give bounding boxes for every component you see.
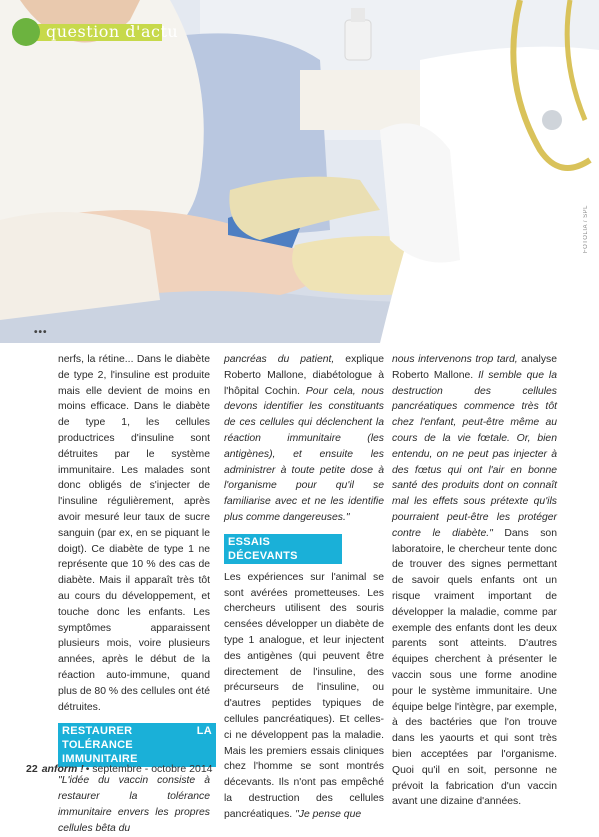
col2-quote-a: pancréas du patient, [224,354,335,365]
issue-date: • septembre - octobre 2014 [85,763,213,775]
col3-text-a: analyse Roberto Mallone. [392,354,557,381]
col3-quote-a: nous intervenons trop tard, [392,354,518,365]
col2-paragraph-2 [224,570,384,823]
col3-paragraph-1 [392,352,557,810]
col2-paragraph-1 [224,352,384,526]
col2-text-b: Les expériences sur l'animal se sont avérées prometteuses. Les chercheurs utilisent des souris censées développer un diabète de type 1 analogue, et leur injectent des antigènes (qui peuvent être directement de l'insuline, des précurseurs de l'insuline, ou d'autres peptides typiques de cellules pancréatiques). Et celles-ci ne développent pas la maladie. Mais les premiers essais cliniques chez l'homme se sont montrés décevants. Ils n'ont pas empêché la destruction des cellules pancréatiques. [224,571,384,820]
photo-credit: FOTOLIA / SPL [583,205,589,254]
subhead-restaurer: RESTAURER LA TOLÉRANCE IMMUNITAIRE [58,723,216,767]
article-column-2 [224,352,384,823]
col1-paragraph-1: nerfs, la rétine... Dans le diabète de type 2, l'insuline est produite mais elle devient de moins en moins efficace. Dans le diabète de type 1, les cellules productrices d'insuline sont détruites par le système immunitaire. Les malades sont donc obligés de s'injecter de l'insuline régulièrement, après avoir mesuré leur taux de sucre sanguin (par ex, en se piquant le doigt). Ce diabète de type 1 ne représente que 10 % des cas de diabète. Mais il apparaît très tôt au cours du développement, et touche donc les enfants. Les symptômes apparaissent plusieurs mois, voire plusieurs années, après le début de la réaction auto-immune, quand plus de 80 % des cellules ont été détruites. [58,354,210,713]
article-column-3 [392,352,557,810]
col3-text-b: Dans son laboratoire, le chercheur tente donc de trouver des signes permettant de savoir quels enfants ont un risque vraiment important de développer la maladie, comme par exemple des enfants dont les deux parents sont atteints. D'autres équipes cherchent à présenter le vaccin sous une forme anodine pour le système immunitaire. Une équipe belge l'intègre, par exemple, à des bactéries que l'on trouve dans les yaourts et qui sont très bien acceptées par l'organisme. Quoi qu'il en soit, personne ne prévoit la fabrication d'un vaccin avant une dizaine d'années. [392,527,557,808]
continuation-dots: ••• [34,327,48,338]
section-tag-circle [12,18,40,46]
col2-quote-c: "Je pense que [295,808,362,820]
page-number: 22 [26,763,38,775]
col3-quote-b: Il semble que la destruction des cellules pancréatiques commence très tôt chez l'enfant, peut-être même au cours de la vie fœtale. Or, bien entendu, on ne peut pas injecter à des fœtus qui ont l'air en bonne santé des produits dont on connaît mal les effets sous prétexte qu'ils pourraient peut-être les protéger contre le diabète." [392,369,558,539]
magazine-name: anform ! [41,763,84,775]
article-photo [0,0,599,343]
col2-text-a: explique Roberto Mallone, diabétologue à l'hôpital Cochin. [224,354,384,397]
col1-paragraph-2: "L'idée du vaccin consiste à restaurer la tolérance immunitaire envers les propres cellules bêta du [58,775,210,834]
subhead-essais: ESSAIS DÉCEVANTS [224,534,342,564]
section-tag-label: question d'actu [46,22,179,41]
page-footer [26,763,213,775]
photo-illustration [0,0,599,343]
col2-quote-b: Pour cela, nous devons identifier les constituants de ces cellules qui déclenchent la réaction immunitaire (les antigènes), et ensuite les administrer à toute petite dose à l'organisme pour qu'il se familiarise avec et ne les identifie plus comme dangereuses." [224,385,384,523]
